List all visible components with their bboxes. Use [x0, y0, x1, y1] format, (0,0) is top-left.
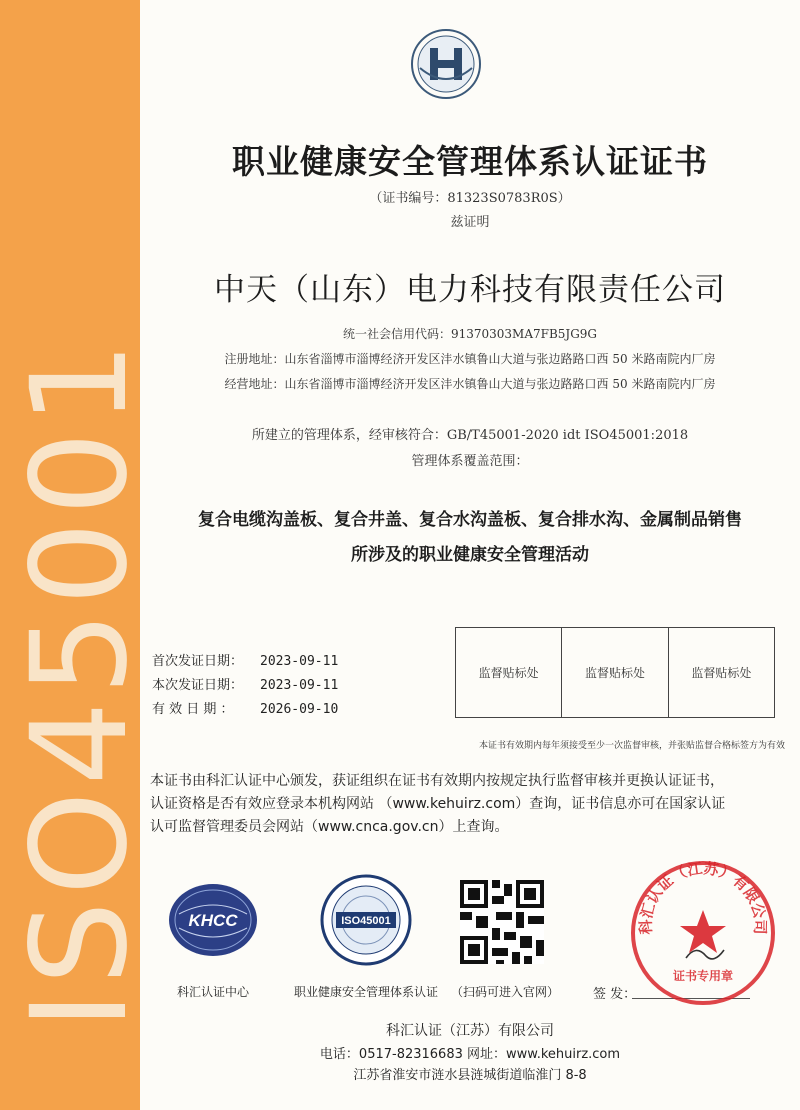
issuer-name: 科汇认证（江苏）有限公司: [386, 1023, 554, 1039]
credit-code: 统一社会信用代码：91370303MA7FB5JG9G: [342, 327, 598, 341]
khcc-text: KHCC: [188, 911, 238, 930]
iso-badge-text: ISO45001: [341, 915, 391, 927]
registered-address: 注册地址：山东省淄博市淄博经济开发区沣水镇鲁山大道与张边路路口西 50 米路南院内厂房: [224, 352, 716, 366]
conformity-standard: 所建立的管理体系，经审核符合：GB/T45001-2020 idt ISO45001:2018: [251, 428, 689, 443]
iso-badge-label: 职业健康安全管理体系认证: [293, 985, 438, 999]
scope-line-1: 复合电缆沟盖板、复合井盖、复合水沟盖板、复合排水沟、金属制品销售: [198, 510, 742, 530]
sidebar-iso-text: ISO45001: [3, 335, 157, 1030]
scope-label: 管理体系覆盖范围：: [411, 454, 529, 469]
scope-line-2: 所涉及的职业健康安全管理活动: [351, 545, 589, 565]
iso45001-badge-icon: [318, 870, 414, 970]
expiry-date: 有 效 日 期 ： 2026-09-10: [152, 702, 339, 717]
sticker-cell: 监督贴标处: [478, 666, 539, 680]
statement-line: 本证书由科汇认证中心颁发，获证组织在证书有效期内按规定执行监督审核并更换认证证书，: [150, 773, 724, 789]
sticker-cell: 监督贴标处: [561, 628, 667, 717]
khcc-label: 科汇认证中心: [176, 985, 249, 999]
validity-statement: [150, 770, 790, 839]
hereby-certify: 兹证明: [450, 215, 490, 230]
supervision-sticker-table: [455, 627, 775, 718]
qr-code-icon[interactable]: [460, 880, 544, 964]
sign-label: 签 发：: [593, 987, 637, 1002]
khcc-logo-icon: [165, 870, 261, 970]
first-issue-date: 首次发证日期： 2023-09-11: [152, 654, 339, 669]
certification-logo-icon: [410, 28, 482, 100]
issuer-address: 江苏省淮安市涟水县涟城街道临淮门 8-8: [353, 1068, 587, 1083]
company-name: 中天（山东）电力科技有限责任公司: [214, 272, 726, 308]
seal-ring-text: 科汇认证（江苏）有限公司: [636, 859, 770, 935]
current-issue-date: 本次发证日期： 2023-09-11: [152, 678, 339, 693]
seal-bottom-text: 证书专用章: [672, 969, 734, 983]
statement-line: 认可监督管理委员会网站（www.cnca.gov.cn）上查询。: [150, 819, 509, 835]
business-address: 经营地址：山东省淄博市淄博经济开发区沣水镇鲁山大道与张边路路口西 50 米路南院内厂房: [224, 377, 716, 391]
issue-dates: [152, 650, 338, 722]
issuer-contact: 电话：0517-82316683 网址：www.kehuirz.com: [319, 1047, 621, 1062]
statement-line: 认证资格是否有效应登录本机构网站 （www.kehuirz.com）查询，证书信息亦可在国家认证: [150, 796, 726, 812]
supervision-note: 本证书有效期内每年须接受至少一次监督审核，并张贴监督合格标签方为有效: [478, 741, 785, 751]
company-seal-icon: [628, 858, 778, 1008]
certificate-number: （证书编号：81323S0783R0S）: [369, 191, 571, 206]
qr-label: （扫码可进入官网）: [450, 985, 559, 999]
sticker-cell: 监督贴标处: [668, 628, 774, 717]
certificate-title: 职业健康安全管理体系认证证书: [232, 142, 708, 181]
